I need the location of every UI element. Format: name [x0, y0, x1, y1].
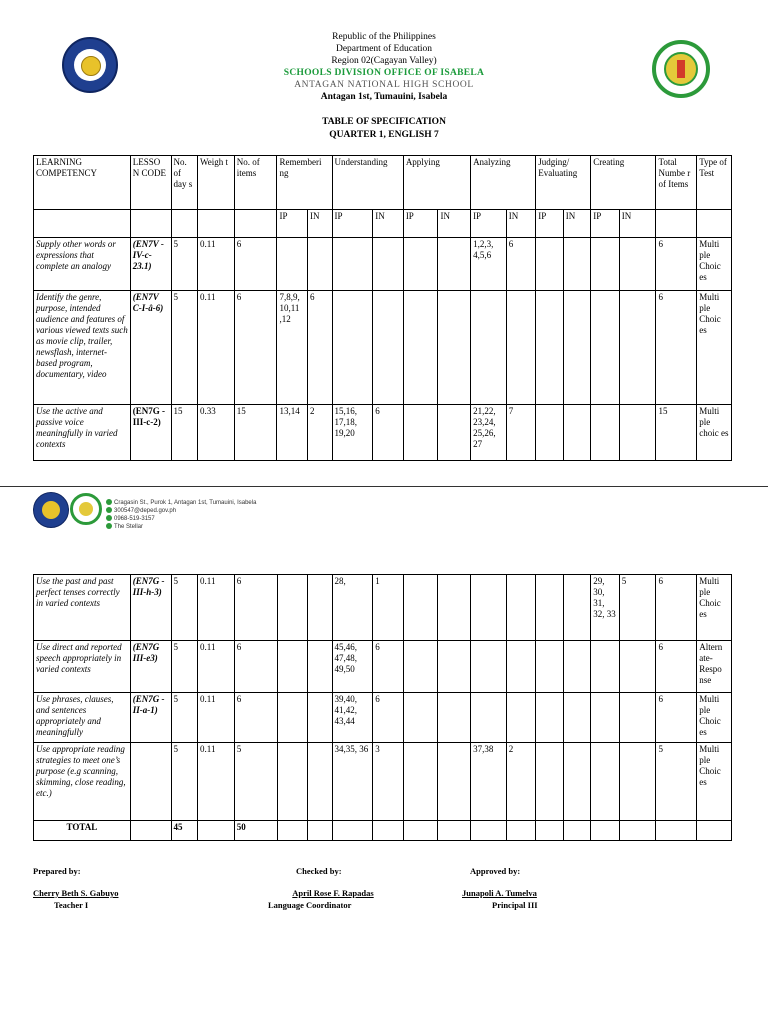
phone-icon	[106, 515, 112, 521]
letterhead	[0, 31, 768, 103]
title-line-1: TABLE OF SPECIFICATION	[322, 117, 446, 127]
header-analyzing: Analyzing	[471, 156, 536, 210]
contact-phone: 0968-519-3157	[114, 516, 155, 522]
header-days: No. of day s	[171, 156, 197, 210]
page-divider	[0, 486, 768, 487]
specification-table-page1	[33, 155, 732, 461]
republic-line: Republic of the Philippines	[332, 32, 436, 42]
header-weight: Weigh t	[198, 156, 235, 210]
contact-social: The Stellar	[114, 524, 144, 530]
approved-by-label: Approved by:	[470, 866, 521, 876]
social-icon	[106, 523, 112, 529]
address-line: Antagan 1st, Tumauini, Isabela	[320, 92, 448, 102]
table-row: Use the past and past perfect tenses correctly in varied contexts (EN7G -III-h-3) 5 0.11 6 28, 1 29, 30, 31, 32, 33 5 6 Multi ple Choic es	[34, 575, 732, 641]
total-row	[34, 821, 732, 841]
checked-title: Language Coordinator	[268, 900, 352, 910]
email-icon	[106, 507, 112, 513]
title-line-2: QUARTER 1, ENGLISH 7	[329, 130, 439, 140]
specification-table-page2	[33, 574, 732, 841]
sub-ip: IP	[591, 210, 620, 238]
approved-title: Principal III	[492, 900, 538, 910]
header-creating: Creating	[591, 156, 656, 210]
contact-email: 300547@deped.gov.ph	[114, 508, 177, 514]
prepared-name: Cherry Beth S. Gabuyo	[33, 888, 119, 898]
sub-ip: IP	[403, 210, 438, 238]
table-row: Supply other words or expressions that complete an analogy (EN7V -IV-c-23.1) 5 0.11 6 1,2,3, 4,5,6 6 6 Multi ple Choic es	[34, 238, 732, 291]
sub-ip: IP	[332, 210, 373, 238]
total-items: 50	[234, 821, 277, 841]
table-row: Use phrases, clauses, and sentences appropriately and meaningfully (EN7G -II-a-1) 5 0.11 6 39,40, 41,42, 43,44 6 6 Multi ple Choic es	[34, 693, 732, 743]
header-understanding: Understanding	[332, 156, 403, 210]
table-row: Use direct and reported speech appropriately in varied contexts (EN7G III-e3) 5 0.11 6 45,46, 47,48, 49,50 6 6 Altern ate-Respo nse	[34, 641, 732, 693]
sub-ip: IP	[277, 210, 308, 238]
sub-ip: IP	[471, 210, 507, 238]
header-type: Type of Test	[697, 156, 732, 210]
sub-ip: IP	[536, 210, 564, 238]
sub-in: IN	[563, 210, 591, 238]
table-row: Use the active and passive voice meaningfully in varied contexts (EN7G -III-c-2) 15 0.33 15 13,14 2 15,16, 17,18, 19,20 6 21,22, 23,24, 25,26, 27 7 15 Multi ple choic es	[34, 405, 732, 461]
checked-by-label: Checked by:	[296, 866, 342, 876]
header-total: Total Numbe r of Items	[656, 156, 697, 210]
checked-name: April Rose F. Rapadas	[292, 888, 374, 898]
school-seal-small-logo	[70, 493, 102, 525]
prepared-by-label: Prepared by:	[33, 866, 81, 876]
table-row: Use appropriate reading strategies to meet one’s purpose (e.g scanning, skimming, close reading, etc.) 5 0.11 5 34,35, 36 3 37,38 2 5 Multi ple Choic es	[34, 743, 732, 821]
table-row: Identify the genre, purpose, intended audience and features of various viewed texts such as movie clip, trailer, newsflash, internet-based program, documentary, video (EN7V C-I-â-6) 5 0.11 6 7,8,9, 10,11 ,12 6 6 Multi ple Choic es	[34, 291, 732, 405]
header-applying: Applying	[403, 156, 470, 210]
document-title	[0, 116, 768, 142]
prepared-title: Teacher I	[54, 900, 89, 910]
department-line: Department of Education	[335, 44, 433, 54]
location-icon	[106, 499, 112, 505]
total-days: 45	[171, 821, 197, 841]
header-remembering: Rememberi ng	[277, 156, 332, 210]
sub-in: IN	[438, 210, 471, 238]
sub-in: IN	[373, 210, 404, 238]
deped-seal-small-logo	[33, 492, 69, 528]
header-items: No. of items	[234, 156, 277, 210]
sub-in: IN	[619, 210, 656, 238]
header-competency: LEARNING COMPETENCY	[34, 156, 131, 210]
school-line: ANTAGAN NATIONAL HIGH SCHOOL	[294, 80, 474, 90]
sub-in: IN	[308, 210, 332, 238]
approved-name: Junapoli A. Tumelva	[462, 888, 537, 898]
division-line: SCHOOLS DIVISION OFFICE OF ISABELA	[283, 68, 485, 78]
contact-address: Cragasin St., Purok 1, Antagan 1st, Tumauini, Isabela	[114, 500, 257, 506]
contact-info	[106, 499, 256, 531]
total-label: TOTAL	[34, 821, 131, 841]
header-code: LESSO N CODE	[130, 156, 171, 210]
sub-in: IN	[506, 210, 536, 238]
region-line: Region 02(Cagayan Valley)	[331, 56, 437, 66]
header-judging: Judging/ Evaluating	[536, 156, 591, 210]
